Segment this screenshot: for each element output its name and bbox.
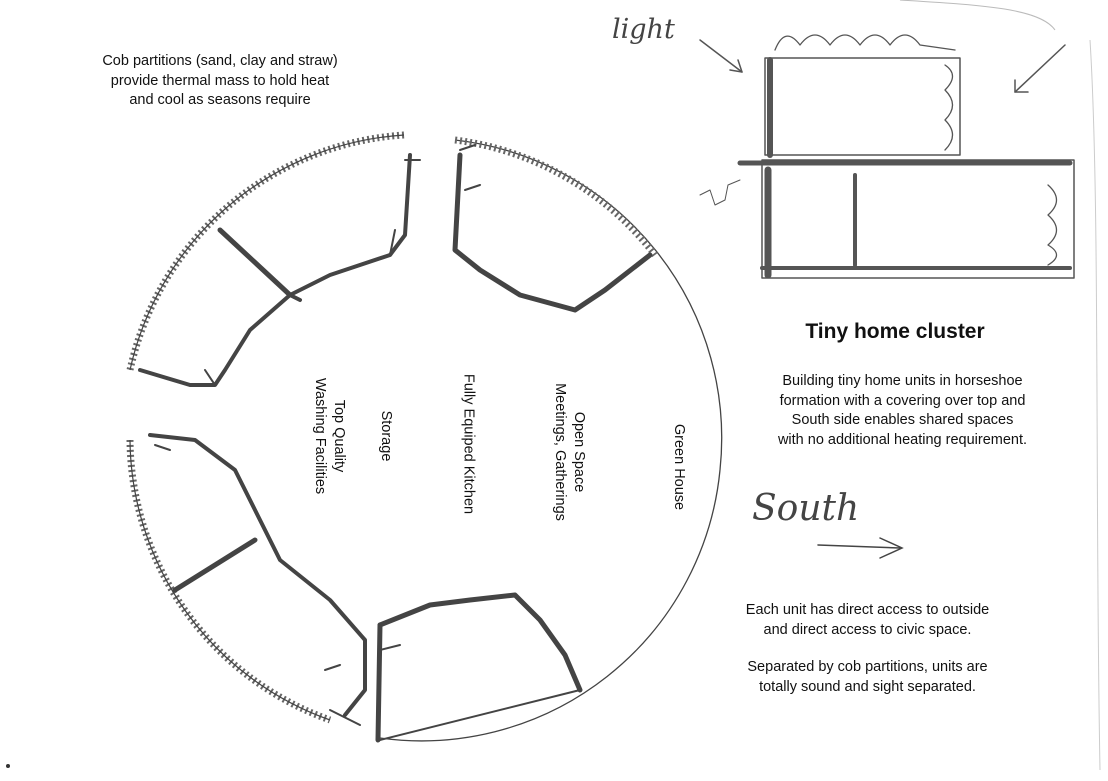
note-line: and direct access to civic space.	[763, 621, 972, 638]
label-line: Storage	[378, 410, 394, 462]
note-line: with no additional heating requirement.	[777, 431, 1028, 448]
label-line: Washing Facilities	[312, 377, 328, 495]
note-line: and cool as seasons require	[129, 92, 311, 108]
open-space-label	[548, 367, 588, 537]
kitchen-label	[458, 362, 478, 527]
note-line: Each unit has direct access to outside	[745, 602, 990, 618]
note-line: Separated by cob partitions, units are	[747, 659, 988, 675]
label-line: Open Space	[571, 411, 587, 493]
note-line: totally sound and sight separated.	[759, 678, 976, 695]
note-line: provide thermal mass to hold heat	[110, 72, 330, 89]
cob-partitions-note	[70, 52, 370, 111]
note-line: formation with a covering over top and	[779, 392, 1026, 409]
green-house-label	[668, 412, 688, 522]
separation-note	[720, 658, 1015, 697]
section-sketch	[700, 35, 1074, 278]
description-note	[745, 372, 1060, 450]
south-arrow	[818, 538, 902, 558]
note-line: Cob partitions (sand, clay and straw)	[102, 53, 338, 69]
access-note	[720, 601, 1015, 640]
note-line: South side enables shared spaces	[791, 412, 1014, 428]
label-line: Top Quality	[331, 399, 347, 473]
storage-label	[375, 376, 395, 496]
label-line: Meetings, Gatherings	[552, 383, 568, 521]
south-label: South	[752, 488, 860, 529]
label-line: Fully Equiped Kitchen	[460, 373, 477, 515]
unit-group-upper-left	[140, 155, 420, 385]
circle-outline	[130, 135, 722, 741]
page-title: Tiny home cluster	[805, 320, 985, 343]
washing-label	[308, 351, 348, 521]
label-line: Green House	[671, 423, 687, 511]
unit-upper-right	[455, 145, 650, 310]
note-line: Building tiny home units in horseshoe	[782, 373, 1023, 389]
light-label: light	[612, 14, 675, 45]
unit-lower	[378, 595, 580, 740]
